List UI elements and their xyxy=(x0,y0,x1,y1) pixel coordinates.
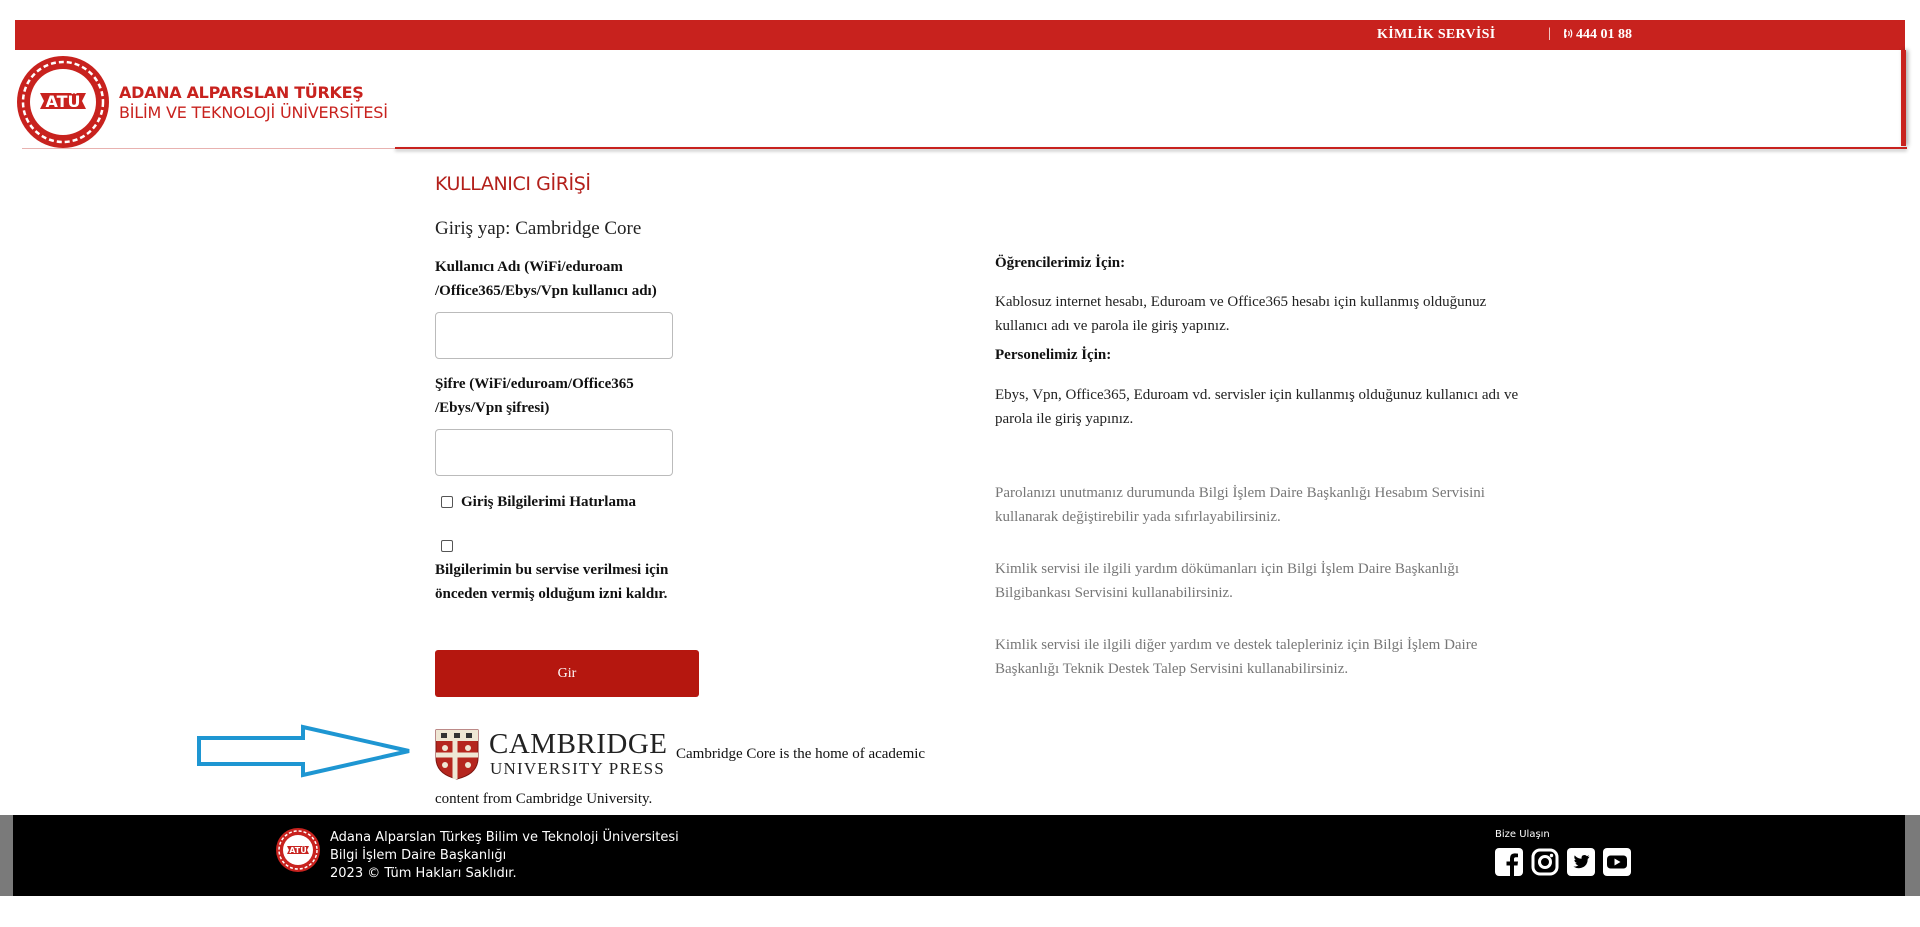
help-docs-text: Kimlik servisi ile ilgili yardım dökümanları için Bilgi İşlem Daire Başkanlığı Bilgibankası Servisini kullanabilirsiniz. xyxy=(995,561,1460,601)
username-input[interactable] xyxy=(435,312,673,359)
service-description-part1: Cambridge Core is the home of academic xyxy=(676,746,926,762)
footer-info xyxy=(330,829,679,883)
remember-label: Giriş Bilgilerimi Hatırlama xyxy=(461,494,636,510)
phone-link[interactable] xyxy=(1562,27,1632,43)
footer-right-edge xyxy=(1905,815,1920,896)
phone-icon xyxy=(1562,27,1573,40)
footer-logo-badge-text: ATÜ xyxy=(289,846,307,855)
header-divider xyxy=(395,147,1907,149)
annotation-arrow-icon xyxy=(197,724,413,778)
facebook-icon[interactable] xyxy=(1495,848,1523,876)
remember-checkbox[interactable] xyxy=(441,496,453,508)
university-name-line1: ADANA ALPARSLAN TÜRKEŞ xyxy=(119,83,364,102)
topbar-separator: | xyxy=(1548,26,1551,41)
staff-heading: Personelimiz İçin: xyxy=(995,347,1112,363)
password-reset-text: Parolanızı unutmanız durumunda Bilgi İşlem Daire Başkanlığı Hesabım Servisini kullanarak değiştirebilir yada sıfırlayabilirsiniz. xyxy=(995,485,1485,525)
identity-service-link[interactable]: KİMLİK SERVİSİ xyxy=(1377,27,1496,42)
footer-copyright: 2023 © Tüm Hakları Saklıdır. xyxy=(330,866,517,881)
university-logo[interactable] xyxy=(16,55,110,154)
login-subtitle: Giriş yap: Cambridge Core xyxy=(435,218,642,239)
consent-checkbox[interactable] xyxy=(441,540,453,552)
instagram-icon[interactable] xyxy=(1531,848,1559,876)
cambridge-press-wordmark: UNIVERSITY PRESS xyxy=(490,759,665,778)
password-label: Şifre (WiFi/eduroam/Office365 /Ebys/Vpn şifresi) xyxy=(435,376,634,416)
cambridge-wordmark: CAMBRIDGE xyxy=(489,728,668,760)
top-bar xyxy=(15,20,1905,50)
footer-contact-label: Bize Ulaşın xyxy=(1495,829,1550,840)
footer-logo xyxy=(275,827,321,878)
atu-seal-icon xyxy=(16,55,110,149)
staff-text: Ebys, Vpn, Office365, Eduroam vd. servisler için kullanmış olduğunuz kullanıcı adı ve parola ile giriş yapınız. xyxy=(995,387,1519,427)
password-input[interactable] xyxy=(435,429,673,476)
login-button[interactable]: Gir xyxy=(435,650,699,697)
support-request-text: Kimlik servisi ile ilgili diğer yardım ve destek talepleriniz için Bilgi İşlem Daire Başkanlığı Teknik Destek Talep Servisini kullanabilirsiniz. xyxy=(995,637,1478,677)
footer-left-edge xyxy=(0,815,13,896)
youtube-icon[interactable] xyxy=(1603,848,1631,876)
service-description-part2: content from Cambridge University. xyxy=(435,791,653,807)
students-text: Kablosuz internet hesabı, Eduroam ve Office365 hesabı için kullanmış olduğunuz kullanıcı adı ve parola ile giriş yapınız. xyxy=(995,294,1487,334)
atu-footer-seal-icon xyxy=(275,827,321,873)
footer-department: Bilgi İşlem Daire Başkanlığı xyxy=(330,848,507,863)
twitter-icon[interactable] xyxy=(1567,848,1595,876)
university-name xyxy=(119,83,388,123)
logo-badge-text: ATÜ xyxy=(45,92,81,111)
cambridge-crest-icon xyxy=(435,728,673,780)
header-right-edge xyxy=(1901,50,1906,146)
footer-university-name: Adana Alparslan Türkeş Bilim ve Teknoloji Üniversitesi xyxy=(330,830,679,845)
university-name-line2: BİLİM VE TEKNOLOJİ ÜNİVERSİTESİ xyxy=(119,103,388,122)
cambridge-logo xyxy=(435,728,673,785)
consent-label: Bilgilerimin bu servise verilmesi için önceden vermiş olduğum izni kaldır. xyxy=(435,562,669,602)
students-heading: Öğrencilerimiz İçin: xyxy=(995,255,1126,271)
page-title: KULLANICI GİRİŞİ xyxy=(435,173,591,195)
username-label: Kullanıcı Adı (WiFi/eduroam /Office365/Ebys/Vpn kullanıcı adı) xyxy=(435,259,657,299)
phone-number: 444 01 88 xyxy=(1576,27,1632,42)
